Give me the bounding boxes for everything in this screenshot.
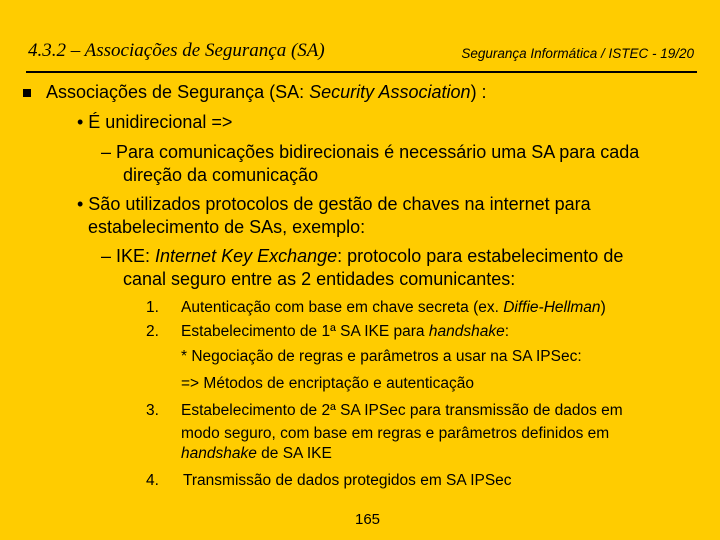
ike-desc: : protocolo para estabelecimento de bbox=[337, 246, 624, 266]
step-3-line3 bbox=[181, 445, 332, 463]
step-1-term: Diffie-Hellman bbox=[503, 299, 601, 316]
step-number: 4. bbox=[146, 472, 159, 489]
sub-sub-point-2-line2: canal seguro entre as 2 entidades comunicantes: bbox=[123, 269, 516, 289]
sub-point-1: • É unidirecional => bbox=[77, 112, 233, 132]
main-point-end: ) : bbox=[470, 82, 487, 102]
step-1-text bbox=[181, 299, 606, 317]
ike-term: Internet Key Exchange bbox=[155, 246, 338, 266]
step-3-line2: modo seguro, com base em regras e parâmetros definidos em bbox=[181, 425, 610, 442]
step-2-text bbox=[181, 323, 509, 341]
sub-point-2-line1: • São utilizados protocolos de gestão de chaves na internet para bbox=[77, 194, 591, 214]
step-2-text-a: Estabelecimento de 1ª SA IKE para bbox=[181, 323, 429, 340]
step-1-text-c: ) bbox=[600, 299, 606, 316]
page-number: 165 bbox=[355, 511, 381, 528]
course-label: Segurança Informática / ISTEC - 19/20 bbox=[461, 46, 694, 61]
step-2-sub-2: => Métodos de encriptação e autenticação bbox=[181, 375, 474, 392]
step-3-text-end: de SA IKE bbox=[256, 445, 332, 462]
main-point bbox=[46, 82, 487, 103]
slide-title: 4.3.2 – Associações de Segurança (SA) bbox=[28, 40, 325, 61]
sub-point-2-line2: estabelecimento de SAs, exemplo: bbox=[88, 217, 366, 237]
main-point-text: Associações de Segurança (SA: bbox=[46, 82, 310, 102]
step-2-sub-1: * Negociação de regras e parâmetros a usar na SA IPSec: bbox=[181, 348, 582, 365]
sub-sub-point-1-line1: – Para comunicações bidirecionais é necessário uma SA para cada bbox=[101, 142, 640, 162]
sub-sub-point-2-line1 bbox=[101, 246, 623, 267]
step-2-text-c: : bbox=[504, 323, 510, 340]
step-1-text-a: Autenticação com base em chave secreta (ex. bbox=[181, 299, 504, 316]
step-number: 2. bbox=[146, 323, 159, 340]
ike-label: – IKE: bbox=[101, 246, 156, 266]
step-3-line1: Estabelecimento de 2ª SA IPSec para transmissão de dados em bbox=[181, 402, 623, 419]
sub-sub-point-1-line2: direção da comunicação bbox=[123, 165, 319, 185]
step-3-term: handshake bbox=[181, 445, 257, 462]
step-number: 1. bbox=[146, 299, 159, 316]
square-bullet-icon bbox=[23, 89, 31, 97]
step-2-term: handshake bbox=[428, 323, 505, 340]
step-4-text: Transmissão de dados protegidos em SA IPSec bbox=[183, 472, 512, 489]
main-point-term: Security Association bbox=[309, 82, 471, 102]
step-number: 3. bbox=[146, 402, 159, 419]
header-divider bbox=[26, 71, 697, 73]
